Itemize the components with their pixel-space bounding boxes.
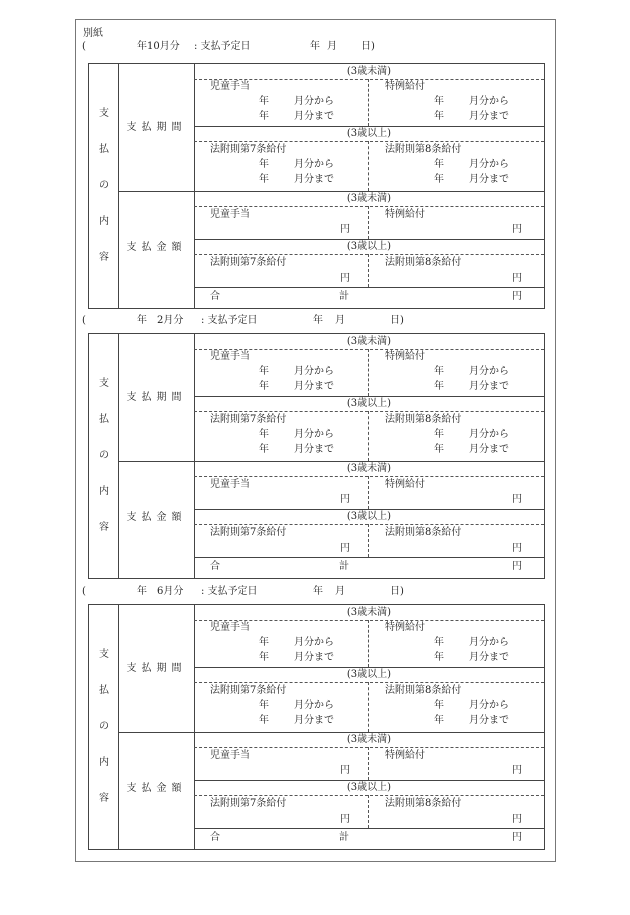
year-unit: 年 — [259, 637, 269, 648]
total-label-left: 合 — [210, 561, 220, 572]
over3-heading: (3歳以上) — [346, 398, 392, 409]
year-unit: 年 — [259, 366, 269, 377]
month-from-label: 月分から — [294, 366, 334, 377]
amount-label: 支払金額 — [126, 242, 187, 253]
art7-label: 法附則第7条給付 — [210, 144, 287, 155]
year-unit: 年 — [259, 444, 269, 455]
yen-unit: 円 — [340, 765, 350, 776]
over3-heading: (3歳以上) — [346, 669, 392, 680]
month-from-label: 月分から — [469, 159, 509, 170]
special-benefit-label: 特例給付 — [385, 622, 425, 633]
yen-unit: 円 — [512, 291, 522, 302]
art7-label: 法附則第7条給付 — [210, 685, 287, 696]
period-label: 支払期間 — [126, 122, 187, 133]
header-payment-date-label: : 支払予定日 — [194, 41, 251, 52]
yen-unit: 円 — [512, 224, 522, 235]
document-page — [75, 19, 556, 862]
yen-unit: 円 — [340, 814, 350, 825]
header-year: 年 — [310, 41, 320, 52]
month-from-label: 月分から — [294, 637, 334, 648]
yen-unit: 円 — [512, 765, 522, 776]
header-payment-date-label: : 支払予定日 — [201, 315, 258, 326]
under3-heading: (3歳未満) — [346, 336, 392, 347]
year-unit: 年 — [259, 715, 269, 726]
header-day: 日) — [361, 41, 375, 52]
vertical-char: 容 — [99, 793, 109, 804]
period-label: 支払期間 — [126, 392, 187, 403]
amount-label: 支払金額 — [126, 512, 187, 523]
header-month-unit: 月 — [335, 315, 345, 326]
year-unit: 年 — [259, 111, 269, 122]
vertical-char: の — [99, 721, 109, 732]
over3-heading: (3歳以上) — [346, 782, 392, 793]
special-benefit-label: 特例給付 — [385, 351, 425, 362]
year-unit: 年 — [434, 111, 444, 122]
month-to-label: 月分まで — [469, 444, 509, 455]
month-from-label: 月分から — [294, 96, 334, 107]
section-header — [76, 586, 555, 598]
over3-heading: (3歳以上) — [346, 128, 392, 139]
year-unit: 年 — [434, 715, 444, 726]
header-month-unit: 月 — [327, 41, 337, 52]
year-unit: 年 — [434, 381, 444, 392]
art8-label: 法附則第8条給付 — [385, 414, 462, 425]
year-unit: 年 — [259, 174, 269, 185]
month-from-label: 月分から — [294, 700, 334, 711]
header-month: 年10月分 — [137, 41, 180, 52]
month-from-label: 月分から — [469, 637, 509, 648]
child-allowance-label: 児童手当 — [210, 622, 250, 633]
month-to-label: 月分まで — [294, 444, 334, 455]
payment-table — [88, 604, 545, 850]
header-year: 年 — [313, 586, 323, 597]
month-to-label: 月分まで — [294, 174, 334, 185]
yen-unit: 円 — [512, 832, 522, 843]
month-from-label: 月分から — [469, 366, 509, 377]
header-year: 年 — [313, 315, 323, 326]
yen-unit: 円 — [340, 543, 350, 554]
year-unit: 年 — [259, 381, 269, 392]
vertical-char: の — [99, 180, 109, 191]
vertical-char: 支 — [99, 378, 109, 389]
art8-label: 法附則第8条給付 — [385, 798, 462, 809]
vertical-char: 内 — [99, 757, 109, 768]
yen-unit: 円 — [512, 543, 522, 554]
yen-unit: 円 — [512, 494, 522, 505]
under3-heading: (3歳未満) — [346, 66, 392, 77]
art7-label: 法附則第7条給付 — [210, 257, 287, 268]
year-unit: 年 — [434, 444, 444, 455]
month-from-label: 月分から — [294, 429, 334, 440]
art8-label: 法附則第8条給付 — [385, 685, 462, 696]
month-to-label: 月分まで — [469, 111, 509, 122]
month-to-label: 月分まで — [294, 111, 334, 122]
vertical-char: 払 — [99, 414, 109, 425]
total-label-right: 計 — [339, 561, 349, 572]
year-unit: 年 — [259, 652, 269, 663]
month-to-label: 月分まで — [469, 174, 509, 185]
payment-table — [88, 333, 545, 579]
year-unit: 年 — [259, 96, 269, 107]
year-unit: 年 — [259, 159, 269, 170]
month-from-label: 月分から — [294, 159, 334, 170]
total-label-left: 合 — [210, 832, 220, 843]
special-benefit-label: 特例給付 — [385, 479, 425, 490]
header-day: 日) — [390, 586, 404, 597]
month-to-label: 月分まで — [294, 652, 334, 663]
year-unit: 年 — [434, 637, 444, 648]
year-unit: 年 — [434, 700, 444, 711]
special-benefit-label: 特例給付 — [385, 750, 425, 761]
vertical-char: の — [99, 450, 109, 461]
yen-unit: 円 — [512, 561, 522, 572]
total-label-right: 計 — [339, 291, 349, 302]
child-allowance-label: 児童手当 — [210, 351, 250, 362]
over3-heading: (3歳以上) — [346, 511, 392, 522]
header-month: 年 6月分 — [137, 586, 184, 597]
year-unit: 年 — [259, 429, 269, 440]
art8-label: 法附則第8条給付 — [385, 257, 462, 268]
month-to-label: 月分まで — [469, 652, 509, 663]
payment-table — [88, 63, 545, 309]
section-header — [76, 41, 555, 53]
vertical-char: 容 — [99, 252, 109, 263]
year-unit: 年 — [434, 96, 444, 107]
art7-label: 法附則第7条給付 — [210, 527, 287, 538]
vertical-char: 支 — [99, 108, 109, 119]
under3-heading: (3歳未満) — [346, 734, 392, 745]
special-benefit-label: 特例給付 — [385, 209, 425, 220]
header-open-paren: ( — [82, 41, 86, 52]
month-to-label: 月分まで — [469, 381, 509, 392]
vertical-char: 払 — [99, 685, 109, 696]
vertical-char: 支 — [99, 649, 109, 660]
art8-label: 法附則第8条給付 — [385, 527, 462, 538]
art7-label: 法附則第7条給付 — [210, 414, 287, 425]
period-label: 支払期間 — [126, 663, 187, 674]
child-allowance-label: 児童手当 — [210, 209, 250, 220]
vertical-char: 容 — [99, 522, 109, 533]
total-label-left: 合 — [210, 291, 220, 302]
attachment-label: 別紙 — [83, 28, 103, 39]
vertical-char: 内 — [99, 216, 109, 227]
header-month-unit: 月 — [335, 586, 345, 597]
art7-label: 法附則第7条給付 — [210, 798, 287, 809]
yen-unit: 円 — [340, 273, 350, 284]
over3-heading: (3歳以上) — [346, 241, 392, 252]
under3-heading: (3歳未満) — [346, 193, 392, 204]
year-unit: 年 — [434, 159, 444, 170]
header-month: 年 2月分 — [137, 315, 184, 326]
child-allowance-label: 児童手当 — [210, 479, 250, 490]
section-header — [76, 315, 555, 327]
vertical-char: 内 — [99, 486, 109, 497]
art8-label: 法附則第8条給付 — [385, 144, 462, 155]
header-day: 日) — [390, 315, 404, 326]
year-unit: 年 — [434, 366, 444, 377]
month-from-label: 月分から — [469, 429, 509, 440]
month-to-label: 月分まで — [294, 381, 334, 392]
header-open-paren: ( — [82, 315, 86, 326]
header-open-paren: ( — [82, 586, 86, 597]
yen-unit: 円 — [512, 814, 522, 825]
month-to-label: 月分まで — [469, 715, 509, 726]
special-benefit-label: 特例給付 — [385, 81, 425, 92]
year-unit: 年 — [434, 652, 444, 663]
month-to-label: 月分まで — [294, 715, 334, 726]
yen-unit: 円 — [340, 494, 350, 505]
total-label-right: 計 — [339, 832, 349, 843]
month-from-label: 月分から — [469, 700, 509, 711]
under3-heading: (3歳未満) — [346, 607, 392, 618]
header-payment-date-label: : 支払予定日 — [201, 586, 258, 597]
child-allowance-label: 児童手当 — [210, 750, 250, 761]
yen-unit: 円 — [340, 224, 350, 235]
month-from-label: 月分から — [469, 96, 509, 107]
yen-unit: 円 — [512, 273, 522, 284]
child-allowance-label: 児童手当 — [210, 81, 250, 92]
vertical-char: 払 — [99, 144, 109, 155]
year-unit: 年 — [434, 174, 444, 185]
year-unit: 年 — [259, 700, 269, 711]
amount-label: 支払金額 — [126, 783, 187, 794]
under3-heading: (3歳未満) — [346, 463, 392, 474]
year-unit: 年 — [434, 429, 444, 440]
